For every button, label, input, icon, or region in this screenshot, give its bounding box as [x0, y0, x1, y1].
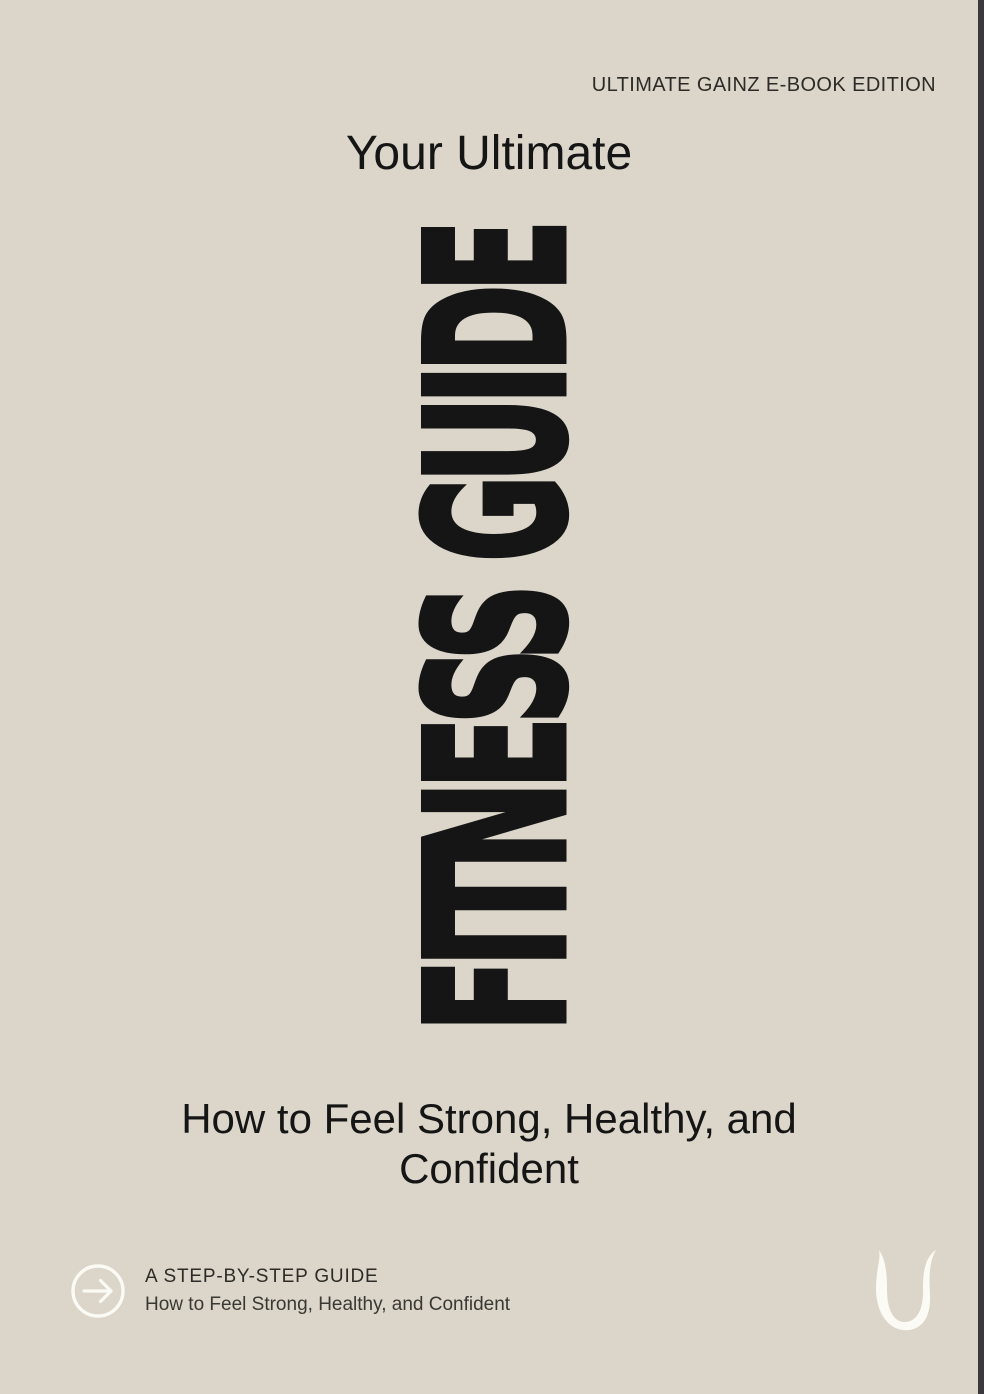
title-kicker: Your Ultimate: [345, 127, 633, 180]
edition-badge: ULTIMATE GAINZ E-BOOK EDITION: [591, 74, 936, 96]
u-logo-icon: [864, 1248, 938, 1336]
window-edge-strip: [978, 0, 984, 1394]
footer-guide-label: A STEP-BY-STEP GUIDE: [145, 1266, 379, 1287]
subtitle: [0, 1094, 978, 1194]
subtitle-line-1: How to Feel Strong, Healthy, and: [181, 1095, 797, 1142]
arrow-right-circle-icon: [71, 1264, 125, 1318]
footer: [71, 1264, 510, 1318]
subtitle-line-2: Confident: [399, 1145, 579, 1192]
main-title-vertical: FITNESS GUIDE: [387, 226, 608, 1032]
footer-text-block: [145, 1266, 510, 1316]
footer-tagline: How to Feel Strong, Healthy, and Confident: [145, 1294, 511, 1315]
